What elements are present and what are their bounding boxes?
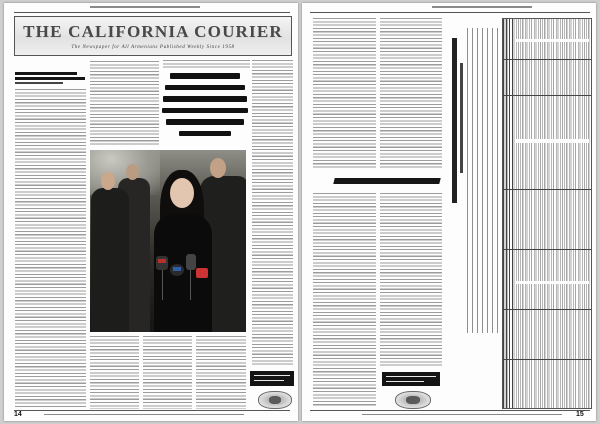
microphone-icon [186,254,196,270]
table-cell-gap [515,39,589,42]
page-number: 14 [14,411,22,418]
section-heading [333,178,440,184]
table-divider [503,189,591,190]
photo-face [170,178,194,208]
page-number: 15 [576,411,584,418]
text-column [313,193,376,407]
text-column [143,336,192,409]
photo-person [91,188,129,332]
logo-mark [269,396,282,404]
photo-face [210,158,226,178]
running-header [432,6,532,8]
text-column [90,336,139,409]
text-column [163,60,250,69]
text-column [15,89,86,408]
table-divider [503,359,591,360]
photo-face [126,164,139,180]
rotated-table-header [503,19,513,408]
headline-line [166,119,244,125]
photo-face [101,172,115,190]
headline-line [179,131,231,137]
courier-logo [258,391,292,409]
text-column [90,61,159,147]
header-rule [310,12,590,13]
footer-rule [310,410,590,411]
text-column [196,336,246,409]
rotated-table [502,18,592,409]
table-cell-gap [515,139,589,143]
logo-mark [406,396,420,404]
masthead-title: THE CALIFORNIA COURIER [23,22,283,41]
notice-line [254,375,290,376]
microphone-stand [162,270,163,300]
text-column [252,60,293,366]
notice-box [382,372,440,386]
notice-line [254,380,284,381]
page-left [4,3,298,421]
footer-text [362,414,562,415]
page-right [302,3,596,421]
text-column [380,193,442,368]
running-header [90,6,200,8]
microphone-logo [173,267,181,271]
text-column [380,18,442,170]
footer-rule [14,410,290,411]
notice-line [386,381,424,382]
masthead [14,16,292,56]
table-divider [503,249,591,250]
microphone-icon [196,268,208,278]
rotated-table-description [467,28,498,333]
headline-line [170,73,240,79]
news-photo [90,150,246,332]
headline-line [163,96,247,102]
microphone-logo [158,259,166,263]
text-column [313,18,376,170]
column-heading [15,77,85,80]
header-rule [14,12,290,13]
headline-line [162,108,248,114]
table-divider [503,95,591,96]
rotated-table-title [452,38,457,203]
microphone-stand [190,270,191,300]
notice-box [250,371,294,386]
column-heading [15,72,77,75]
rotated-table-subtitle [460,63,463,173]
masthead-tagline: The Newspaper for All Armenians Published Weekly Since 1958 [71,45,235,50]
footer-text [44,414,244,415]
table-divider [503,309,591,310]
table-cell-gap [515,281,589,284]
headline [160,73,250,143]
courier-logo [395,391,431,409]
column-byline [15,82,63,84]
headline-line [165,85,245,91]
notice-line [386,376,436,377]
table-divider [503,59,591,60]
